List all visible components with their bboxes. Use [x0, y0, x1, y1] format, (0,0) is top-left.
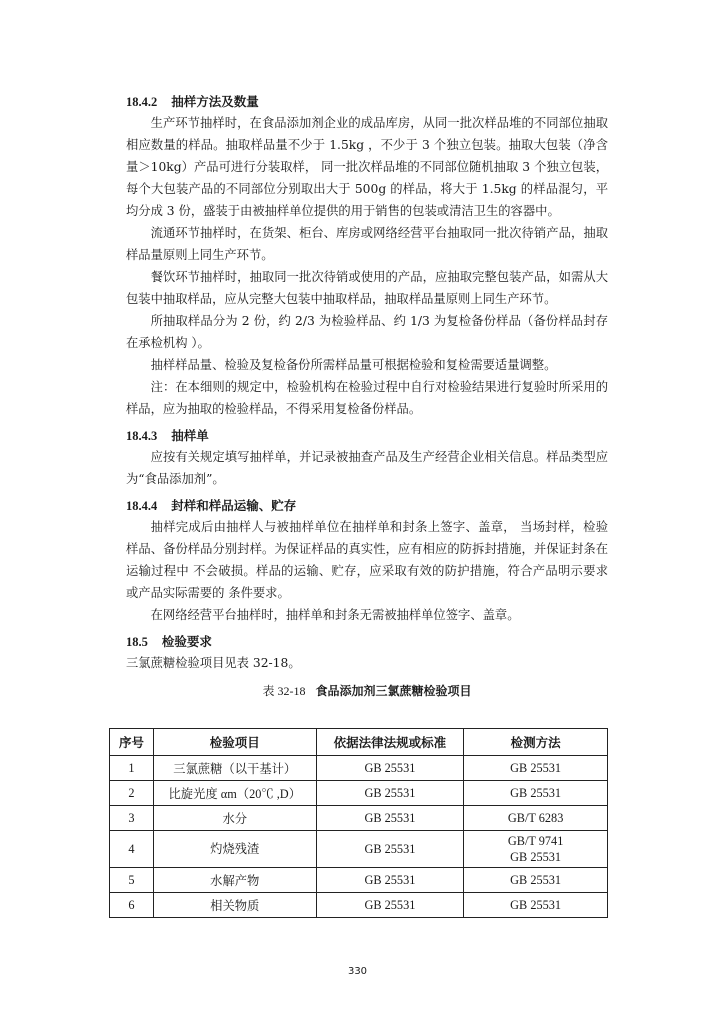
cell-method: GB 25531 — [464, 893, 608, 918]
section-heading-18-4-3 — [126, 426, 608, 446]
table-row — [110, 756, 608, 781]
method-line: GB/T 9741 — [507, 834, 564, 848]
section-number: 18.5 — [126, 635, 148, 649]
section-number: 18.4.4 — [126, 499, 158, 513]
cell-basis: GB 25531 — [316, 806, 464, 831]
section-heading-18-4-4 — [126, 496, 608, 516]
table-row — [110, 831, 608, 868]
header-cell: 检测方法 — [464, 729, 608, 756]
paragraph: 餐饮环节抽样时，抽取同一批次待销或使用的产品，应抽取完整包装产品，如需从大包装中抽取样品，应从完整大包装中抽取样品，抽取样品量原则上同生产环节。 — [126, 270, 608, 306]
cell-basis: GB 25531 — [316, 893, 464, 918]
cell-item: 水解产物 — [153, 868, 316, 893]
cell-item: 灼烧残渣 — [153, 831, 316, 868]
paragraph: 应按有关规定填写抽样单，并记录被抽查产品及生产经营企业相关信息。样品类型应为“食品添加剂”。 — [126, 450, 608, 486]
table-row — [110, 893, 608, 918]
section-number: 18.4.3 — [126, 429, 158, 443]
paragraph: 抽样完成后由抽样人与被抽样单位在抽样单和封条上签字、盖章， 当场封样，检验样品、备份样品分别封样。为保证样品的真实性，应有相应的防拆封措施，并保证封条在运输过程中 不会破损。样品的运输、贮存，应采取有效的防护措施，符合产品明示要求或产品实际需要的 条件要求。 — [126, 520, 608, 600]
note-paragraph: 注：在本细则的规定中，检验机构在检验过程中自行对检验结果进行复验时所采用的样品，应为抽取的检验样品，不得采用复检备份样品。 — [126, 380, 608, 416]
cell-item: 三氯蔗糖（以干基计） — [153, 756, 316, 781]
section-title: 封样和样品运输、贮存 — [171, 498, 297, 513]
cell-item: 水分 — [153, 806, 316, 831]
cell-basis: GB 25531 — [316, 868, 464, 893]
page-number: 330 — [347, 966, 368, 977]
section-title: 抽样方法及数量 — [171, 94, 259, 109]
cell-method: GB 25531 — [464, 781, 608, 806]
table-title: 食品添加剂三氯蔗糖检验项目 — [315, 684, 472, 698]
document-body — [126, 92, 608, 713]
paragraph: 生产环节抽样时，在食品添加剂企业的成品库房，从同一批次样品堆的不同部位抽取相应数量的样品。抽取样品量不少于 1.5kg ，不少于 3 个独立包装。抽取大包装（净含量＞10kg）产品可进行分装取样， 同一批次样品堆的不同部位随机抽取 3 个独立包装，每个大包装产品的不同部位分别取出大于 500g 的样品，将大于 1.5kg 的样品混匀，平均分成 3 份，盛装于由被抽样单位提供的用于销售的包装或清洁卫生的容器中。 — [126, 116, 608, 218]
cell-basis: GB 25531 — [316, 756, 464, 781]
cell-no: 1 — [110, 756, 154, 781]
cell-no: 4 — [110, 831, 154, 868]
cell-item: 相关物质 — [153, 893, 316, 918]
table-header-row — [110, 729, 608, 756]
paragraph: 所抽取样品分为 2 份，约 2/3 为检验样品、约 1/3 为复检备份样品（备份样品封存在承检机构 ）。 — [126, 314, 608, 350]
table-row — [110, 806, 608, 831]
method-line: GB 25531 — [510, 850, 562, 864]
header-cell: 序号 — [110, 729, 154, 756]
cell-no: 6 — [110, 893, 154, 918]
table-row — [110, 868, 608, 893]
cell-no: 3 — [110, 806, 154, 831]
paragraph: 流通环节抽样时，在货架、柜台、库房或网络经营平台抽取同一批次待销产品，抽取样品量原则上同生产环节。 — [126, 226, 608, 262]
cell-no: 5 — [110, 868, 154, 893]
cell-item: 比旋光度 αm（20℃ ,D） — [153, 781, 316, 806]
section-heading-18-4-2 — [126, 92, 608, 112]
cell-basis: GB 25531 — [316, 831, 464, 868]
section-title: 抽样单 — [171, 428, 209, 443]
table-row — [110, 781, 608, 806]
cell-method — [464, 831, 608, 868]
header-cell: 依据法律法规或标准 — [316, 729, 464, 756]
paragraph: 三氯蔗糖检验项目见表 32-18。 — [126, 656, 301, 670]
paragraph: 抽样样品量、检验及复检备份所需样品量可根据检验和复检需要适量调整。 — [150, 358, 557, 372]
section-number: 18.4.2 — [126, 95, 158, 109]
table-caption — [126, 682, 608, 699]
paragraph: 在网络经营平台抽样时，抽样单和封条无需被抽样单位签字、盖章。 — [150, 608, 520, 622]
cell-basis: GB 25531 — [316, 781, 464, 806]
section-title: 检验要求 — [161, 634, 212, 649]
cell-method: GB 25531 — [464, 868, 608, 893]
cell-method: GB/T 6283 — [464, 806, 608, 831]
cell-method: GB 25531 — [464, 756, 608, 781]
cell-no: 2 — [110, 781, 154, 806]
inspection-items-table — [109, 728, 608, 918]
table-number: 表 32-18 — [262, 684, 306, 698]
header-cell: 检验项目 — [153, 729, 316, 756]
section-heading-18-5 — [126, 632, 608, 652]
